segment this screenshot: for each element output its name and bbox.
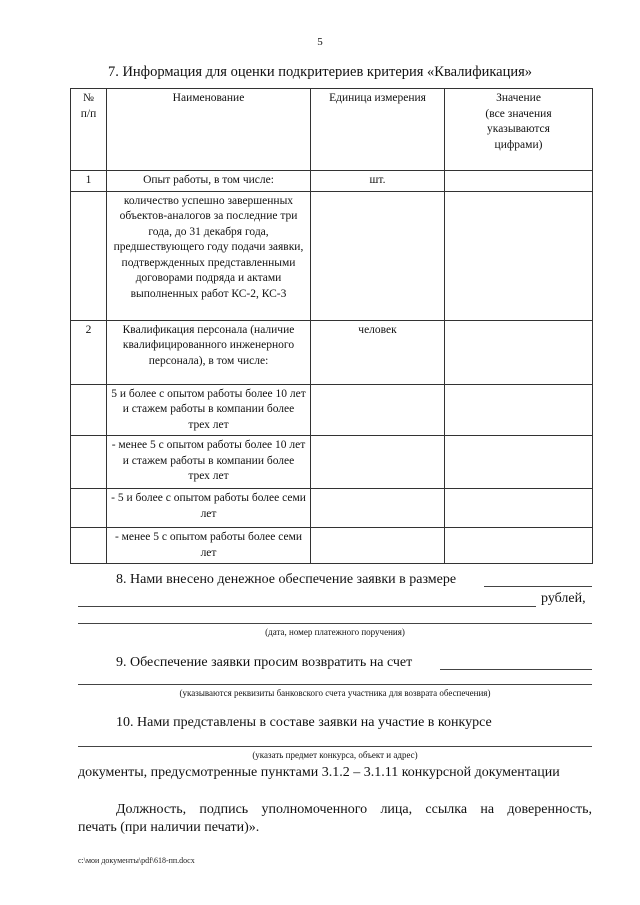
row-value	[445, 320, 593, 384]
file-path-footer: c:\мои документы\pdf\618-пп.docx	[78, 856, 195, 865]
row-unit	[311, 489, 445, 528]
account-blank-line	[440, 669, 592, 670]
row-num	[71, 489, 107, 528]
row-value	[445, 489, 593, 528]
table-row	[71, 384, 593, 436]
row-name: - менее 5 с опытом работы более семи лет	[107, 528, 311, 564]
amount-blank-line	[484, 586, 592, 587]
row-value	[445, 528, 593, 564]
row-num: 2	[71, 320, 107, 384]
table-header-row	[71, 89, 593, 171]
row-name: 5 и более с опытом работы более 10 лет и стажем работы в компании более трех лет	[107, 384, 311, 436]
row-name: количество успешно завершенных объектов-аналогов за последние три года, до 31 декабря года, предшествующего году подачи заявки, подтвержденных представленными договорами подряда и актами выполненных работ КС-2, КС-3	[107, 191, 311, 320]
section-7-title: 7. Информация для оценки подкритериев критерия «Квалификация»	[107, 64, 533, 80]
bank-details-caption: (указываются реквизиты банковского счета участника для возврата обеспечения)	[179, 688, 491, 698]
table-row	[71, 191, 593, 320]
section-8-text: 8. Нами внесено денежное обеспечение заявки в размере	[116, 572, 457, 587]
currency-label: рублей,	[541, 591, 586, 606]
header-num: № п/п	[71, 89, 107, 171]
payment-order-line	[78, 623, 592, 624]
row-name: Квалификация персонала (наличие квалифицированного инженерного персонала), в том числе:	[107, 320, 311, 384]
row-num	[71, 191, 107, 320]
amount-words-line	[78, 606, 536, 607]
payment-order-caption: (дата, номер платежного поручения)	[265, 627, 405, 637]
row-name: - менее 5 с опытом работы более 10 лет и стажем работы в компании более трех лет	[107, 436, 311, 489]
header-unit: Единица измерения	[311, 89, 445, 171]
row-unit: человек	[311, 320, 445, 384]
header-name: Наименование	[107, 89, 311, 171]
table-row	[71, 528, 593, 564]
row-num	[71, 528, 107, 564]
contest-subject-line	[78, 746, 592, 747]
row-unit: шт.	[311, 171, 445, 192]
table-row	[71, 320, 593, 384]
section-9-text: 9. Обеспечение заявки просим возвратить на счет	[116, 655, 413, 670]
bank-details-line	[78, 684, 592, 685]
row-unit	[311, 528, 445, 564]
table-row	[71, 171, 593, 192]
header-value: Значение (все значения указываются цифрами)	[445, 89, 593, 171]
row-value	[445, 171, 593, 192]
documents-text: документы, предусмотренные пунктами 3.1.2 – 3.1.11 конкурсной документации	[78, 765, 560, 780]
row-name: Опыт работы, в том числе:	[107, 171, 311, 192]
row-unit	[311, 384, 445, 436]
row-value	[445, 191, 593, 320]
row-num	[71, 384, 107, 436]
section-10-text: 10. Нами представлены в составе заявки на участие в конкурсе	[116, 715, 492, 730]
row-num	[71, 436, 107, 489]
qualification-table	[70, 88, 593, 564]
signature-line-2: печать (при наличии печати)».	[78, 820, 260, 835]
row-name: - 5 и более с опытом работы более семи лет	[107, 489, 311, 528]
row-unit	[311, 191, 445, 320]
signature-line-1: Должность, подпись уполномоченного лица, ссылка на доверенность,	[116, 802, 592, 817]
contest-subject-caption: (указать предмет конкурса, объект и адрес)	[252, 750, 418, 760]
row-value	[445, 384, 593, 436]
row-num: 1	[71, 171, 107, 192]
table-row	[71, 436, 593, 489]
row-value	[445, 436, 593, 489]
table-row	[71, 489, 593, 528]
row-unit	[311, 436, 445, 489]
page-number: 5	[317, 36, 323, 48]
